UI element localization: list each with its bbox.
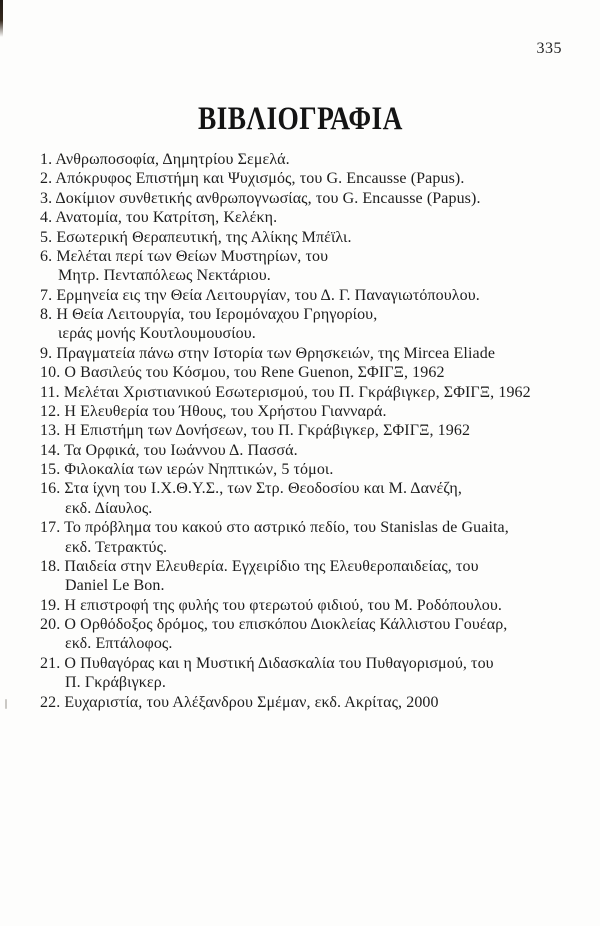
entry-line — [40, 305, 572, 324]
entry-line — [40, 208, 572, 227]
entry-number: 7. — [40, 286, 53, 304]
entry-text: Π. Γκράβιγκερ. — [65, 674, 166, 692]
bibliography-entry — [40, 479, 572, 518]
entry-number: 16. — [40, 480, 61, 498]
entry-text: Μελέται Χριστιανικού Εσωτερισμού, του Π. Γκράβιγκερ, ΣΦΙΓΞ, 1962 — [63, 383, 531, 401]
entry-line — [40, 247, 572, 266]
entry-number: 5. — [40, 228, 53, 246]
entry-line — [40, 383, 572, 402]
entry-text: εκδ. Δίαυλος. — [65, 499, 153, 517]
entry-line — [40, 363, 572, 382]
entry-number: 15. — [40, 461, 61, 478]
entry-line — [40, 557, 572, 576]
entry-text: εκδ. Τετρακτύς. — [65, 538, 168, 556]
entry-number: 1. — [40, 151, 53, 168]
bibliography-entry — [40, 169, 572, 188]
entry-number: 3. — [40, 189, 53, 207]
entry-line — [40, 460, 572, 479]
entry-number: 8. — [40, 306, 53, 323]
entry-text: Η Ελευθερία του Ήθους, του Χρήστου Γιανναρά. — [64, 402, 387, 420]
bibliography-entry — [40, 247, 572, 286]
entry-line — [40, 538, 572, 557]
entry-text: Φιλοκαλία των ιερών Νηπτικών, 5 τόμοι. — [64, 461, 334, 478]
entry-number: 9. — [40, 344, 53, 362]
bibliography-entry — [40, 421, 572, 440]
bibliography-entry — [40, 518, 572, 557]
entry-number: 13. — [40, 422, 61, 440]
entry-line — [40, 654, 572, 673]
page-title: ΒΙΒΛΙΟΓΡΑΦΙΑ — [197, 101, 403, 137]
bibliography-entry — [40, 189, 572, 208]
bibliography-list — [40, 150, 572, 712]
entry-text: Η Επιστήμη των Δονήσεων, του Π. Γκράβιγκερ, ΣΦΙΓΞ, 1962 — [64, 422, 471, 440]
entry-number: 10. — [40, 364, 61, 382]
entry-number: 2. — [40, 170, 53, 188]
entry-text: Ευχαριστία, του Αλέξανδρου Σμέμαν, εκδ. Ακρίτας, 2000 — [64, 693, 439, 711]
bibliography-entry — [40, 557, 572, 596]
entry-text: Απόκρυφος Επιστήμη και Ψυχισμός, του G. Encausse (Papus). — [55, 170, 465, 188]
entry-text: Μελέται περί των Θείων Μυστηρίων, του — [56, 247, 329, 265]
entry-line — [40, 286, 572, 305]
entry-line — [40, 596, 572, 615]
bibliography-entry — [40, 441, 572, 460]
entry-line — [40, 479, 572, 498]
bibliography-entry — [40, 286, 572, 305]
entry-text: Daniel Le Bon. — [65, 577, 165, 595]
entry-number: 12. — [40, 402, 61, 420]
entry-text: Ο Πυθαγόρας και η Μυστική Διδασκαλία του Πυθαγορισμού, του — [64, 654, 494, 672]
entry-number: 18. — [40, 557, 61, 575]
bibliography-entry — [40, 344, 572, 363]
bibliography-entry — [40, 383, 572, 402]
entry-text: Στα ίχνη του Ι.Χ.Θ.Υ.Σ., των Στρ. Θεοδοσίου και Μ. Δανέζη, — [64, 480, 462, 498]
entry-text: Μητρ. Πενταπόλεως Νεκτάριου. — [58, 267, 271, 285]
entry-number: 4. — [40, 209, 53, 227]
entry-line — [40, 324, 572, 343]
entry-text: Η Θεία Λειτουργία, του Ιερομόναχου Γρηγορίου, — [56, 306, 378, 323]
entry-number: 19. — [40, 596, 61, 614]
entry-number: 17. — [40, 519, 61, 537]
entry-text: Ο Ορθόδοξος δρόμος, του επισκόπου Διοκλείας Κάλλιστου Γουέαρ, — [64, 616, 508, 633]
entry-line — [40, 421, 572, 440]
page-title-wrap — [0, 99, 600, 145]
entry-number: 21. — [40, 654, 61, 672]
entry-number: 6. — [40, 247, 53, 265]
entry-text: εκδ. Επτάλοφος. — [65, 635, 173, 653]
scan-smudge-artifact — [5, 699, 7, 709]
entry-line — [40, 634, 572, 653]
bibliography-entry — [40, 596, 572, 615]
bibliography-entry — [40, 460, 572, 479]
entry-line — [40, 150, 572, 169]
entry-line — [40, 499, 572, 518]
entry-line — [40, 615, 572, 634]
entry-line — [40, 402, 572, 421]
entry-text: Πραγματεία πάνω στην Ιστορία των Θρησκειών, της Mircea Eliade — [56, 344, 496, 362]
entry-line — [40, 576, 572, 595]
entry-text: Ο Βασιλεύς του Κόσμου, του Rene Guenon, ΣΦΙΓΞ, 1962 — [64, 364, 445, 382]
bibliography-entry — [40, 615, 572, 654]
bibliography-entry — [40, 363, 572, 382]
entry-text: Παιδεία στην Ελευθερία. Εγχειρίδιο της Ελευθεροπαιδείας, του — [64, 557, 479, 575]
entry-text: Εσωτερική Θεραπευτική, της Αλίκης Μπέϊλι. — [56, 228, 352, 246]
entry-line — [40, 228, 572, 247]
entry-line — [40, 673, 572, 692]
entry-number: 22. — [40, 693, 61, 711]
entry-text: Ανατομία, του Κατρίτση, Κελέκη. — [55, 209, 278, 227]
entry-text: Ανθρωποσοφία, Δημητρίου Σεμελά. — [55, 151, 290, 168]
entry-line — [40, 441, 572, 460]
entry-line — [40, 693, 572, 712]
entry-text: Τα Ορφικά, του Ιωάννου Δ. Πασσά. — [64, 441, 298, 459]
page-number: 335 — [536, 40, 562, 57]
entry-line — [40, 169, 572, 188]
bibliography-entry — [40, 402, 572, 421]
scan-edge-artifact — [0, 0, 3, 37]
bibliography-entry — [40, 150, 572, 169]
bibliography-entry — [40, 228, 572, 247]
bibliography-entry — [40, 305, 572, 344]
entry-text: Δοκίμιον συνθετικής ανθρωπογνωσίας, του G. Encausse (Papus). — [55, 189, 481, 207]
bibliography-entry — [40, 654, 572, 693]
entry-line — [40, 344, 572, 363]
entry-number: 20. — [40, 616, 61, 633]
entry-number: 11. — [40, 383, 60, 401]
entry-line — [40, 189, 572, 208]
entry-text: Το πρόβλημα του κακού στο αστρικό πεδίο, του Stanislas de Guaita, — [64, 519, 509, 537]
entry-text: Η επιστροφή της φυλής του φτερωτού φιδιού, του Μ. Ροδόπουλου. — [64, 596, 503, 614]
entry-line — [40, 266, 572, 285]
entry-text: Ερμηνεία εις την Θεία Λειτουργίαν, του Δ. Γ. Παναγιωτόπουλου. — [56, 286, 480, 304]
entry-text: ιεράς μονής Κουτλουμουσίου. — [58, 325, 256, 343]
entry-line — [40, 518, 572, 537]
bibliography-entry — [40, 208, 572, 227]
entry-number: 14. — [40, 441, 61, 459]
bibliography-entry — [40, 693, 572, 712]
